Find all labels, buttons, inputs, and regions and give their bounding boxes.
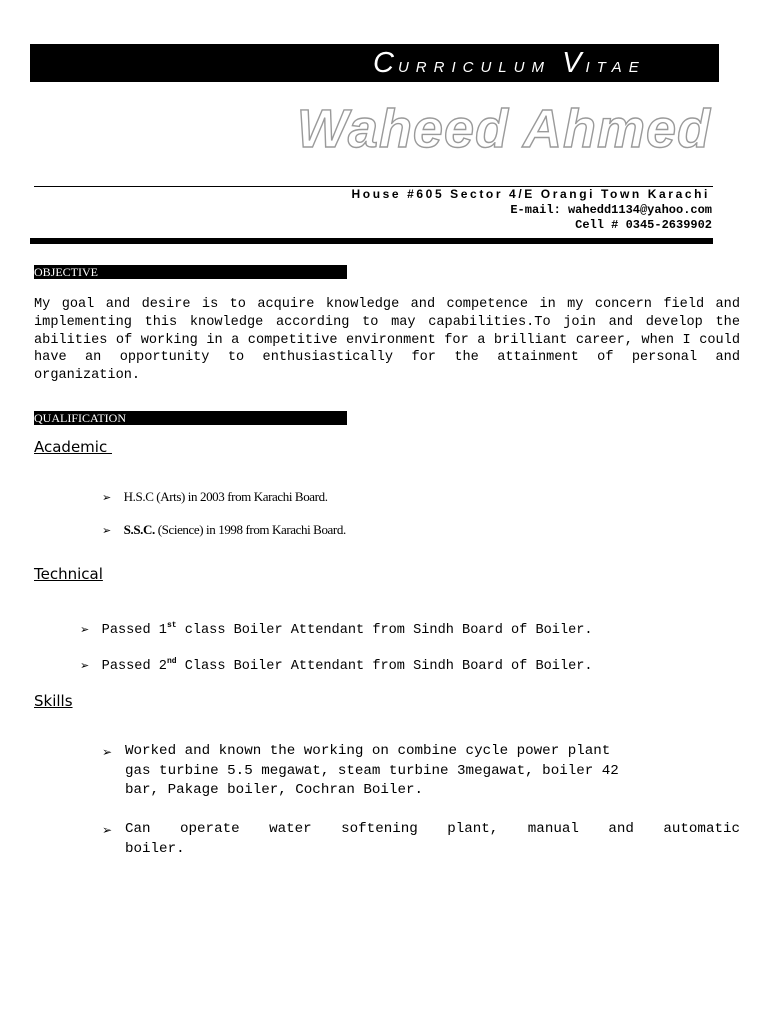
qualification-section-bar — [34, 411, 347, 425]
academic-item-text — [124, 522, 346, 537]
document-title — [373, 47, 646, 80]
title-initial-v: V — [562, 47, 586, 79]
academic-heading: Academic — [34, 438, 112, 456]
technical-item-text-end: class Boiler Attendant from Sindh Board of Boiler. — [176, 623, 593, 638]
arrow-bullet-icon: ➢ — [102, 823, 113, 837]
arrow-bullet-icon: ➢ — [102, 524, 112, 537]
skill-item — [102, 743, 112, 761]
technical-item-text — [102, 659, 593, 674]
technical-item-text — [102, 623, 593, 638]
ordinal-suffix: st — [166, 621, 177, 630]
technical-item-text-start: Passed 2 — [101, 659, 167, 674]
header-divider-thick — [30, 238, 713, 244]
academic-item-text: H.S.C (Arts) in 2003 from Karachi Board. — [123, 489, 328, 504]
arrow-bullet-icon: ➢ — [80, 623, 90, 636]
technical-item — [80, 620, 593, 638]
skill-line: gas turbine 5.5 megawat, steam turbine 3megawat, boiler 42 — [125, 762, 619, 779]
skill-item-text — [125, 742, 740, 801]
skill-item-text — [125, 820, 740, 859]
skill-item — [102, 821, 112, 839]
ordinal-suffix: nd — [166, 657, 177, 666]
skill-line: bar, Pakage boiler, Cochran Boiler. — [125, 782, 423, 798]
title-word-itae: ITAE — [585, 59, 646, 76]
title-initial-c: C — [373, 47, 398, 79]
technical-item-text-start: Passed 1 — [101, 623, 167, 638]
arrow-bullet-icon: ➢ — [102, 491, 112, 504]
phone-line: Cell # 0345-2639902 — [575, 218, 712, 232]
objective-paragraph: My goal and desire is to acquire knowledge and competence in my concern field and implementing this knowledge according to may capabilities.To join and develop the abilities of working in a competitive environment for a brilliant career, when I could have an opportunity to enthusiastically for the attainment of personal and organization. — [34, 297, 740, 384]
academic-item — [102, 521, 346, 539]
academic-item-rest: (Science) in 1998 from Karachi Board. — [154, 522, 346, 537]
technical-item — [80, 656, 593, 674]
academic-item — [102, 488, 328, 506]
candidate-name: Waheed Ahmed — [296, 99, 711, 159]
qualification-heading: QUALIFICATION — [34, 411, 126, 425]
academic-item-bold: S.S.C. — [123, 522, 155, 537]
skill-line: boiler. — [125, 840, 185, 857]
skill-line: Worked and known the working on combine cycle power plant — [125, 743, 611, 759]
title-word-urriculum: URRICULUM — [397, 59, 551, 76]
objective-section-bar — [34, 265, 347, 279]
technical-item-text-end: Class Boiler Attendant from Sindh Board of Boiler. — [176, 659, 593, 674]
technical-heading: Technical — [34, 565, 103, 583]
arrow-bullet-icon: ➢ — [102, 745, 113, 759]
objective-heading: OBJECTIVE — [34, 265, 98, 279]
email-line: E-mail: wahedd1134@yahoo.com — [510, 203, 712, 217]
address-line: House #605 Sector 4/E Orangi Town Karachi — [351, 187, 710, 201]
arrow-bullet-icon: ➢ — [80, 659, 90, 672]
skills-heading: Skills — [34, 692, 73, 710]
skill-line: Can operate water softening plant, manual and automatic — [125, 821, 740, 837]
title-banner — [30, 44, 719, 82]
